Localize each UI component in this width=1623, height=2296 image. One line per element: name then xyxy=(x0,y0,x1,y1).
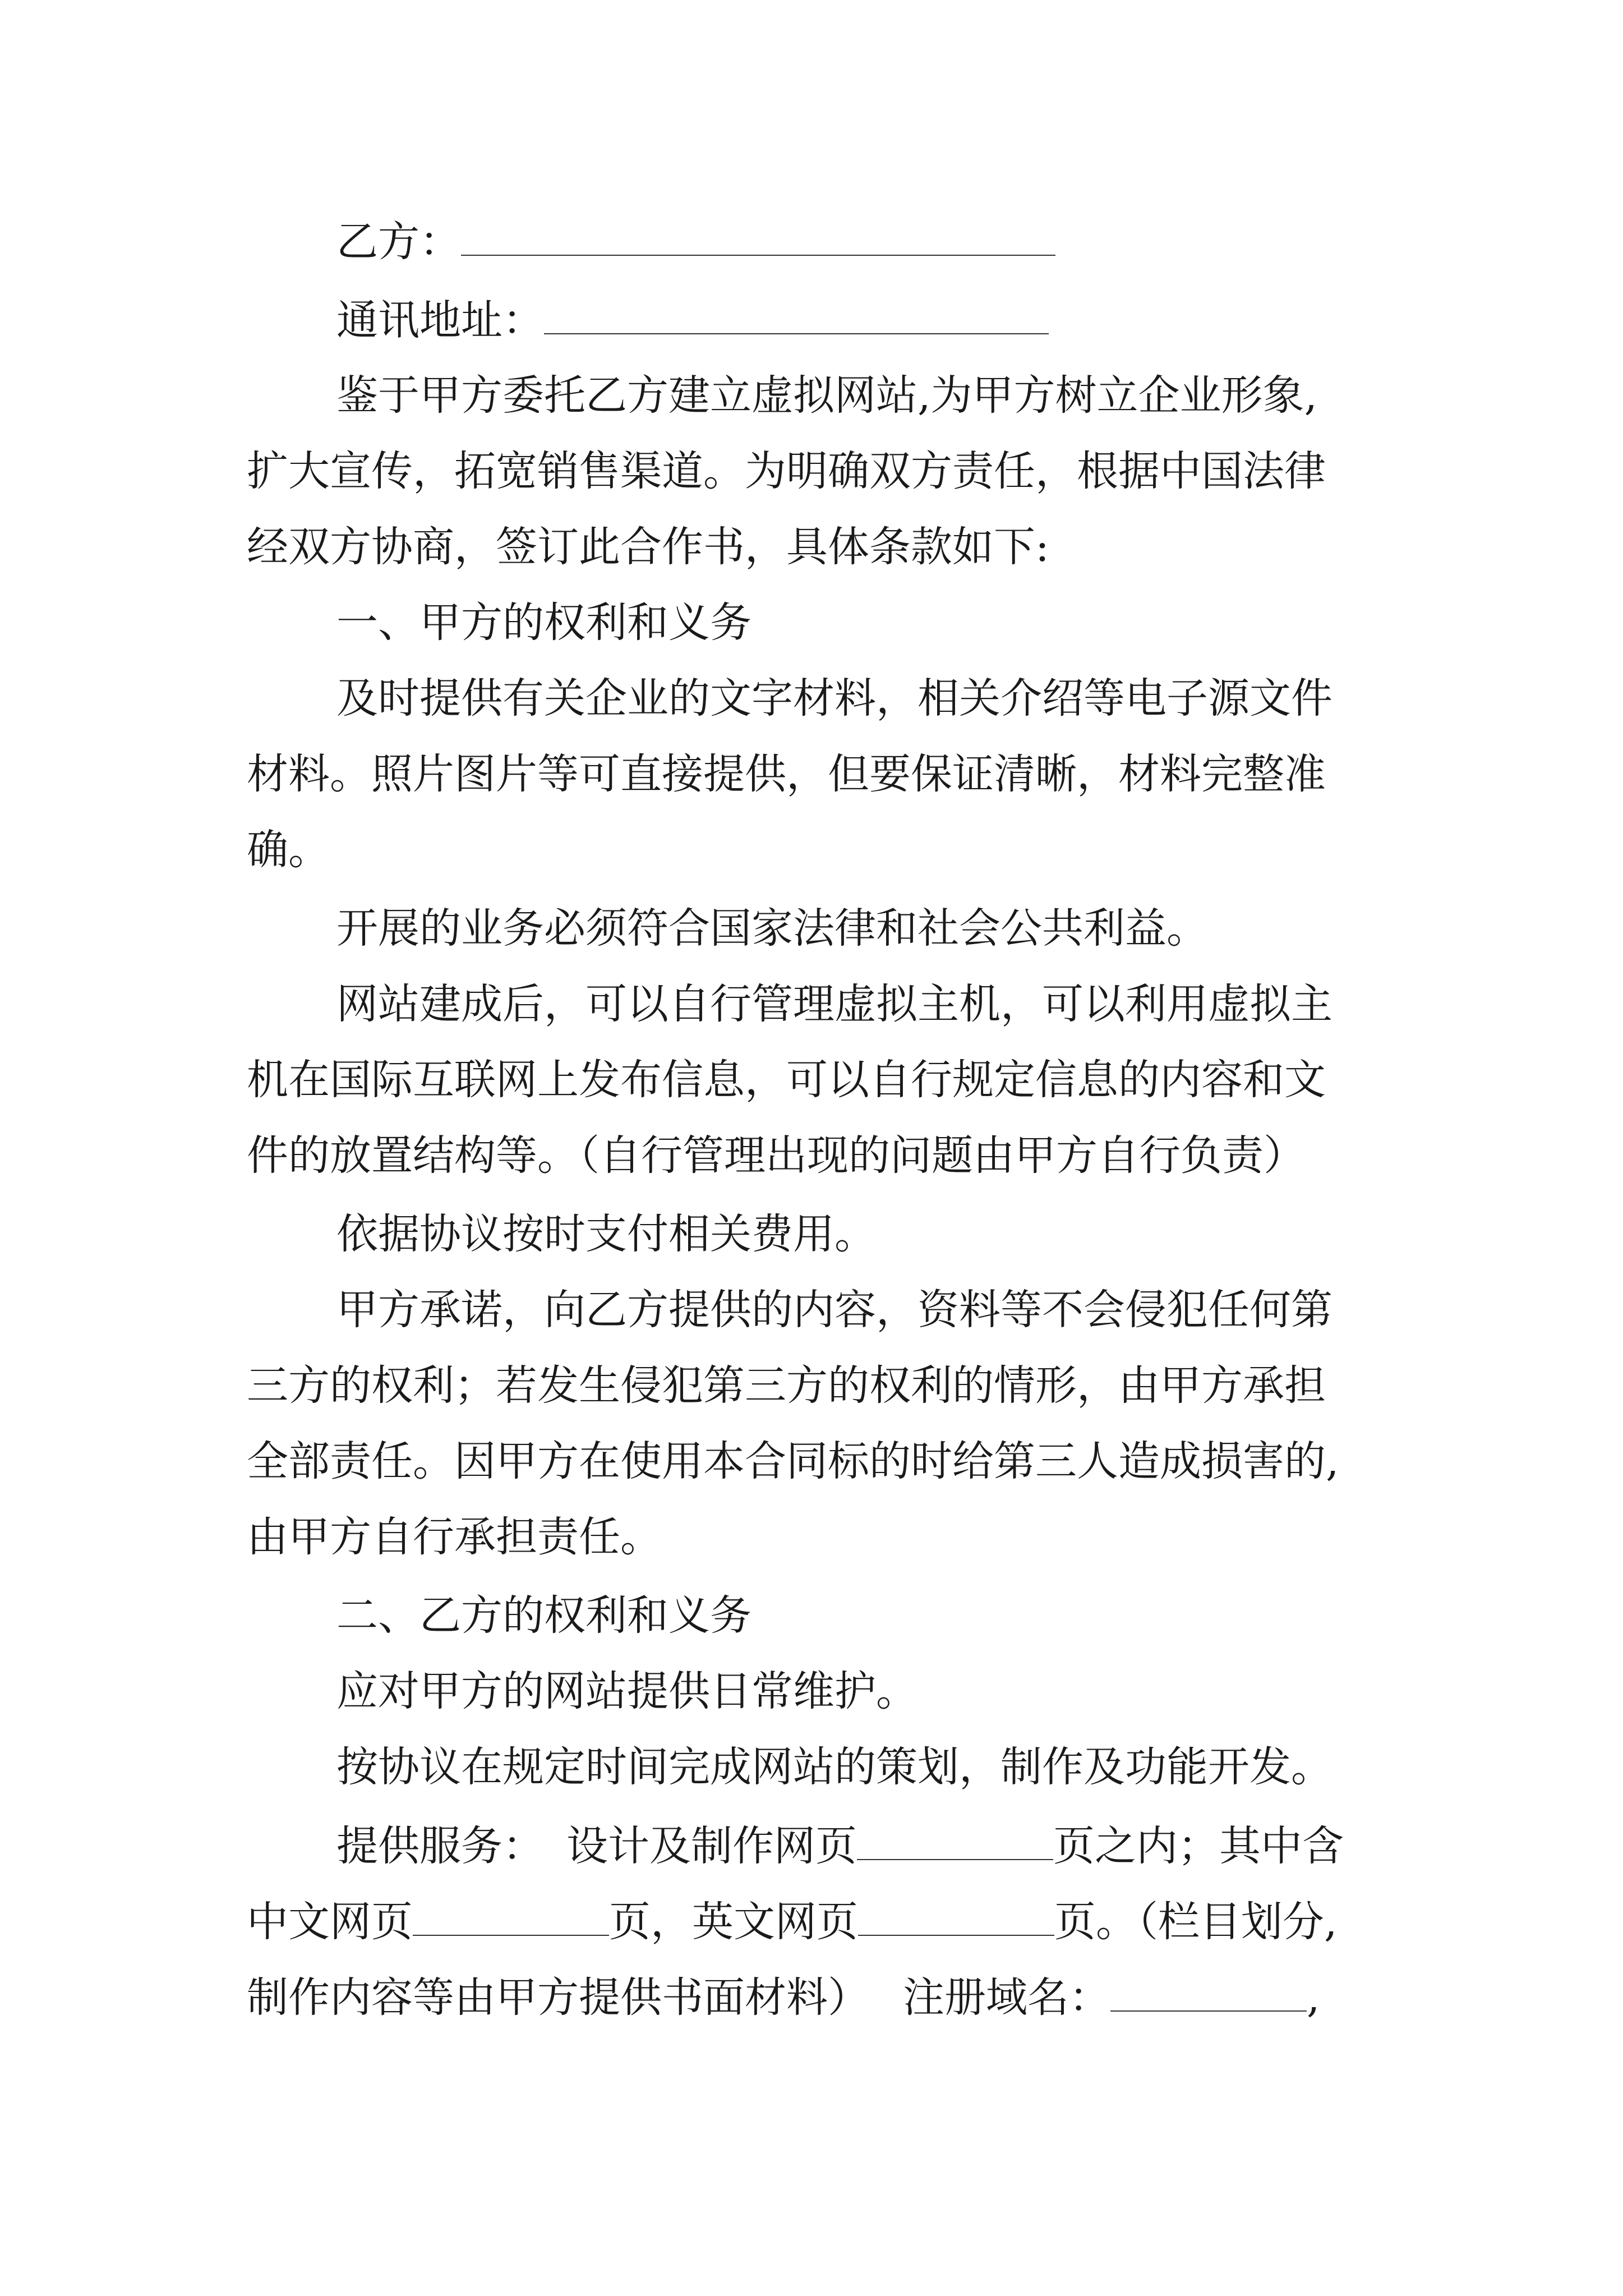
chinese-pages-blank xyxy=(413,1893,609,1936)
domain-blank xyxy=(1110,1969,1307,2012)
address-label: 通讯地址： xyxy=(336,296,544,344)
clause-3-line-2: 机在国际互联网上发布信息，可以自行规定信息的内容和文 xyxy=(247,1056,1326,1104)
clause-5-line-2: 三方的权利；若发生侵犯第三方的权利的情形，由甲方承担 xyxy=(247,1361,1326,1410)
party-b-label: 乙方： xyxy=(336,218,461,266)
clause-1-line-1: 及时提供有关企业的文字材料，相关介绍等电子源文件 xyxy=(336,674,1332,723)
service-line-2 xyxy=(247,1893,1338,1949)
english-pages-label: 页，英文网页 xyxy=(609,1898,858,1946)
materials-note: 制作内容等由甲方提供书面材料） xyxy=(247,1973,869,2022)
party-b-blank xyxy=(461,213,1055,256)
clause-5-line-3: 全部责任。因甲方在使用本合同标的时给第三人造成损害的, xyxy=(247,1437,1339,1485)
domain-label: 注册域名： xyxy=(903,1973,1110,2022)
clause-1-line-3: 确。 xyxy=(247,826,330,874)
preamble-line-1: 鉴于甲方委托乙方建立虚拟网站,为甲方树立企业形象, xyxy=(336,371,1318,420)
clause-4-line: 依据协议按时支付相关费用。 xyxy=(336,1210,876,1258)
party-b-line xyxy=(336,213,1055,269)
service-line-3 xyxy=(247,1969,1320,2025)
clause-5-line-1: 甲方承诺，向乙方提供的内容，资料等不会侵犯任何第 xyxy=(336,1286,1332,1334)
service-label: 提供服务： xyxy=(336,1822,544,1870)
section-2-heading: 二、乙方的权利和义务 xyxy=(336,1591,751,1640)
english-pages-blank xyxy=(858,1893,1054,1936)
clause-b2-line: 按协议在规定时间完成网站的策划，制作及功能开发。 xyxy=(336,1743,1332,1791)
address-blank xyxy=(544,292,1049,334)
preamble-line-3: 经双方协商，签订此合作书，具体条款如下: xyxy=(247,523,1049,571)
section-1-heading: 一、甲方的权利和义务 xyxy=(336,599,751,647)
clause-3-line-1: 网站建成后，可以自行管理虚拟主机，可以利用虚拟主 xyxy=(336,980,1332,1028)
trailing-comma: , xyxy=(1307,1973,1320,2022)
address-line xyxy=(336,292,1049,348)
clause-3-line-3: 件的放置结构等。（自行管理出现的问题由甲方自行负责） xyxy=(247,1131,1305,1180)
pages-note: 页。（栏目划分, xyxy=(1054,1898,1338,1946)
clause-1-line-2: 材料。照片图片等可直接提供，但要保证清晰，材料完整准 xyxy=(247,750,1326,798)
preamble-line-2: 扩大宣传，拓宽销售渠道。为明确双方责任，根据中国法律 xyxy=(247,447,1326,495)
total-pages-blank xyxy=(857,1818,1053,1860)
clause-2-line: 开展的业务必须符合国家法律和社会公共利益。 xyxy=(336,904,1208,953)
service-design-text: 设计及制作网页 xyxy=(566,1822,857,1870)
chinese-pages-label: 中文网页 xyxy=(247,1898,413,1946)
service-pages-suffix: 页之内；其中含 xyxy=(1053,1822,1344,1870)
clause-5-line-4: 由甲方自行承担责任。 xyxy=(247,1513,662,1561)
clause-b1-line: 应对甲方的网站提供日常维护。 xyxy=(336,1667,917,1715)
service-line-1 xyxy=(336,1818,1344,1874)
